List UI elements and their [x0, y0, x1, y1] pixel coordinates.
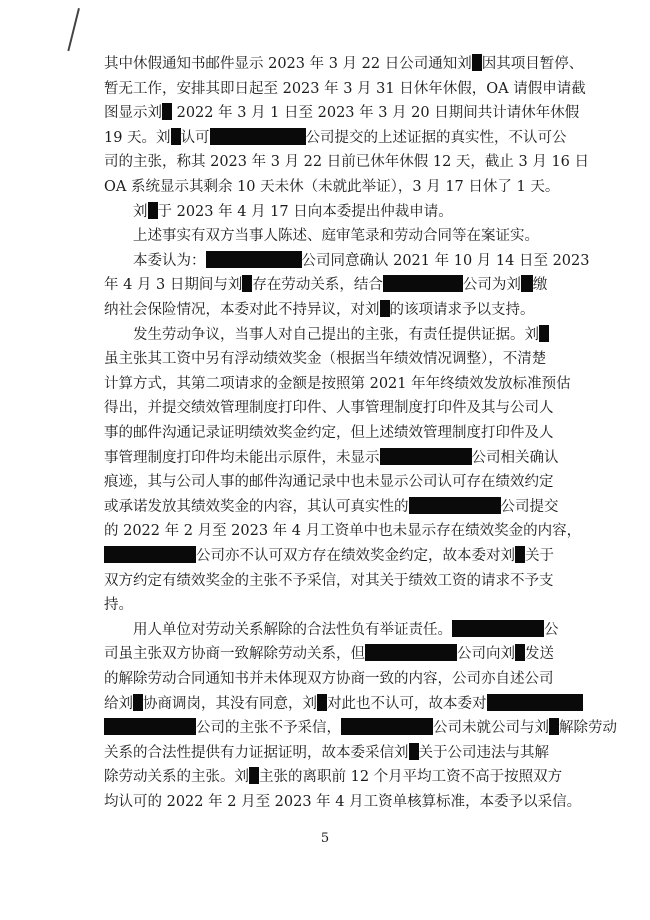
text-line: 公司的主张不予采信， 公司未就公司与刘 解除劳动: [104, 718, 584, 738]
text-line: 年 4 月 3 日期间与刘 存在劳动关系，结合 公司为刘 缴: [104, 277, 548, 294]
page-number: 5: [320, 830, 330, 846]
text-line: 均认可的 2022 年 2 月至 2023 年 4 月工资单核算标准，本委予以采信。: [104, 794, 582, 810]
text-line: 关系的合法性提供有力证据证明，故本委采信刘 关于公司违法与其解: [104, 744, 549, 761]
redaction-box: [104, 718, 196, 735]
redaction-box: [162, 103, 172, 120]
redaction-box: [249, 767, 259, 784]
redaction-box: [171, 128, 181, 145]
text-line: 计算方式，其第二项请求的金额是按照第 2021 年年终绩效发放标准预估: [104, 375, 571, 392]
redaction-box: [317, 694, 327, 711]
text-line: 的 2022 年 2 月至 2023 年 4 月工资单中也未显示存在绩效奖金的内容，: [104, 523, 582, 540]
text-line: OA 系统显示其剩余 10 天未休（未就此举证），3 月 17 日休了 1 天。: [104, 179, 560, 195]
redaction-box: [539, 325, 549, 342]
text-line: 或承诺发放其绩效奖金的内容，其认可真实性的 公司提交: [104, 498, 559, 515]
redaction-box: [380, 300, 390, 317]
redaction-box: [206, 251, 302, 268]
redaction-box: [104, 546, 196, 563]
scan-mark: [67, 8, 80, 51]
redaction-box: [409, 743, 419, 760]
text-line: 本委认为： 公司同意确认 2021 年 10 月 14 日至 2023: [104, 252, 590, 269]
redaction-box: [383, 275, 463, 292]
text-line: 用人单位对劳动关系解除的合法性负有举证责任。 公: [104, 621, 559, 638]
text-line: 事的邮件沟通记录证明绩效奖金约定，但上述绩效管理制度打印件及人: [104, 425, 554, 441]
text-line: 19 天。刘 认可 公司提交的上述证据的真实性，不认可公: [104, 129, 567, 146]
redaction-box: [380, 448, 472, 465]
text-line: 虽主张其工资中另有浮动绩效奖金（根据当年绩效情况调整），不清楚: [104, 351, 547, 368]
text-line: 司的主张，称其 2023 年 3 月 22 日前已休年休假 12 天，截止 3 月 16 日: [104, 154, 590, 171]
redaction-box: [549, 718, 559, 735]
text-line: 司虽主张双方协商一致解除劳动关系，但 公司向刘 发送: [104, 646, 554, 663]
text-line: 除劳动关系的主张。刘 主张的离职前 12 个月平均工资不高于按照双方: [104, 769, 563, 786]
redaction-box: [148, 202, 158, 219]
redaction-box: [521, 275, 533, 292]
text-line: 双方约定有绩效奖金的主张不予采信，对其关于绩效工资的请求不予支: [104, 572, 554, 589]
text-line: 给刘 协商调岗，其没有同意，刘 对此也不认可，故本委对: [104, 694, 584, 714]
redaction-box: [242, 275, 252, 292]
text-line: 刘 于 2023 年 4 月 17 日向本委提出仲裁申请。: [104, 203, 453, 220]
text-line: 其中休假通知书邮件显示 2023 年 3 月 22 日公司通知刘 因其项目暂停、: [104, 56, 584, 72]
text-line: 公司亦不认可双方存在绩效奖金约定，故本委对刘 关于: [104, 546, 584, 566]
redaction-box: [472, 54, 482, 71]
text-line: 暂无工作，安排其即日起至 2023 年 3 月 31 日休年休假，OA 请假申请截: [104, 80, 586, 97]
text-line: 图显示刘 2022 年 3 月 1 日至 2023 年 3 月 20 日期间共计请休年休假: [104, 105, 580, 122]
redaction-box: [487, 694, 583, 711]
redaction-box: [365, 644, 457, 661]
redaction-box: [515, 546, 525, 563]
text-line: 得出，并提交绩效管理制度打印件、人事管理制度打印件及其与公司人: [104, 400, 554, 417]
redaction-box: [515, 644, 525, 661]
text-line: 上述事实有双方当事人陈述、庭审笔录和劳动合同等在案证实。: [104, 228, 539, 245]
redaction-box: [133, 694, 143, 711]
redaction-box: [452, 620, 544, 637]
text-line: 痕迹，其与公司人事的邮件沟通记录中也未显示公司认可存在绩效约定: [104, 474, 554, 491]
text-line: 纳社会保险情况，本委对此不持异议，对刘 的该项请求予以支持。: [104, 302, 535, 318]
redaction-box: [409, 497, 501, 514]
redaction-box: [341, 718, 433, 735]
text-line: 发生劳动争议，当事人对自己提出的主张，有责任提供证据。刘: [104, 325, 584, 345]
text-line: 持。: [104, 597, 133, 614]
text-line: 事管理制度打印件均未能出示原件，未显示 公司相关确认: [104, 449, 559, 466]
text-line: 的解除劳动合同通知书并未体现双方协商一致的内容，公司亦自述公司: [104, 671, 554, 687]
redaction-box: [210, 128, 306, 145]
